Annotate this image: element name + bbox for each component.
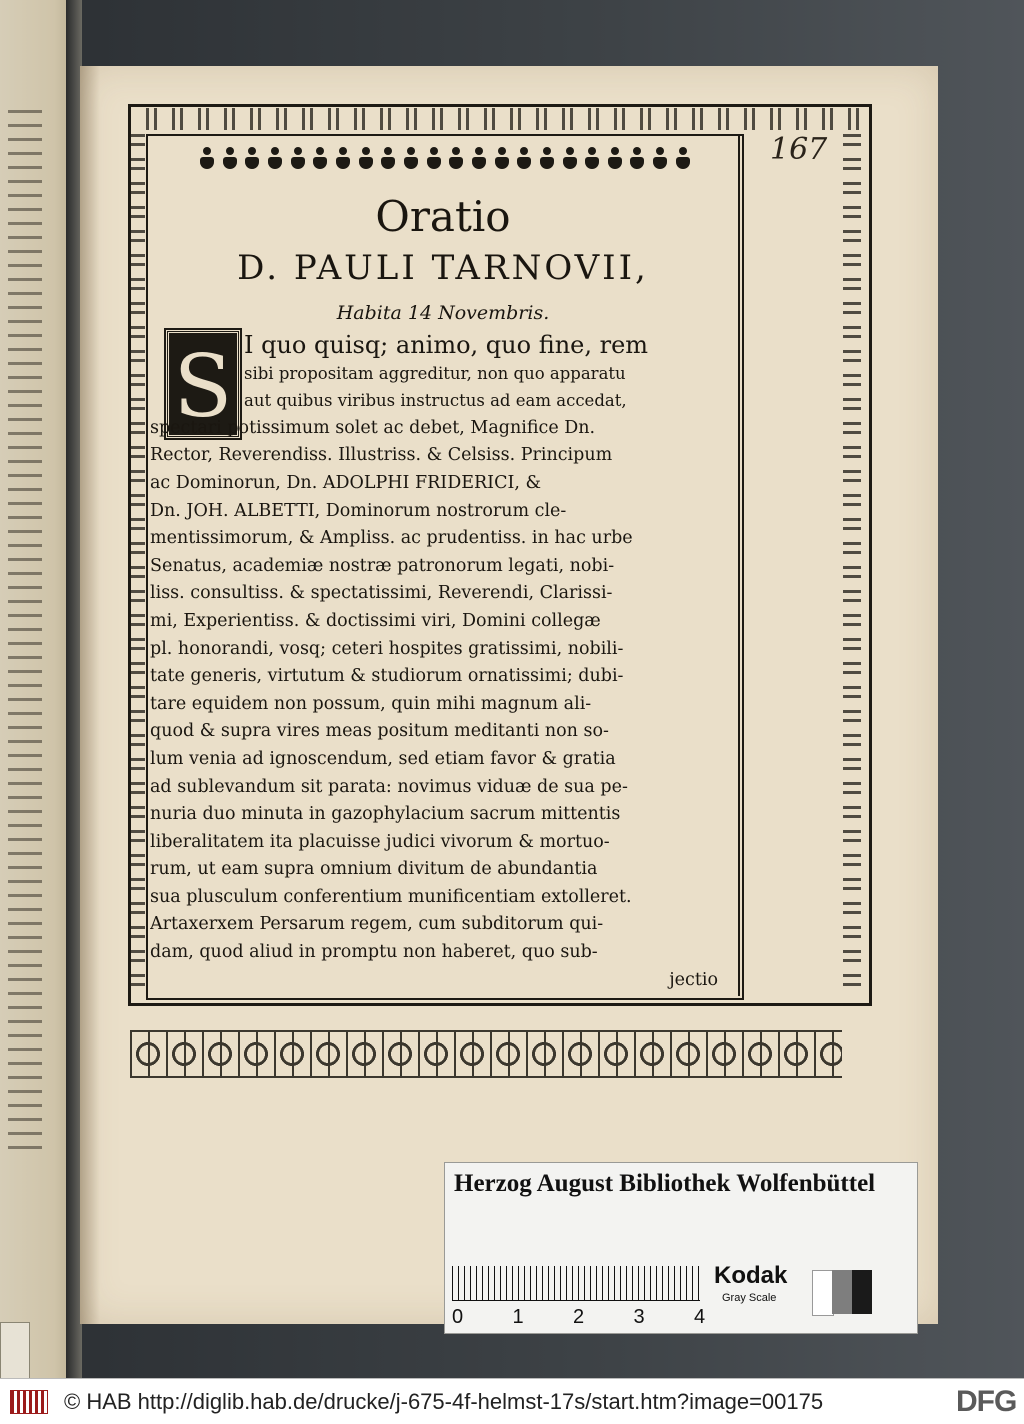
- text-line: sua plusculum conferentium munificentiam extolleret.: [150, 886, 632, 907]
- source-url-link[interactable]: © HAB http://diglib.hab.de/drucke/j-675-4f-helmst-17s/start.htm?image=00175: [64, 1389, 824, 1414]
- oration-body: [150, 332, 738, 994]
- text-line: lum venia ad ignoscendum, sed etiam favor & gratia: [150, 748, 616, 769]
- text-line: liss. consultiss. & spectatissimi, Reverendi, Clarissi-: [150, 583, 613, 604]
- fleuron-icon: [517, 147, 531, 171]
- text-line: ac Dominorun, Dn. ADOLPHI FRIDERICI, &: [150, 472, 542, 493]
- ornament-chain-left: [131, 134, 145, 996]
- fleuron-icon: [563, 147, 577, 171]
- fleuron-icon: [449, 147, 463, 171]
- kodak-brand: Kodak: [714, 1262, 788, 1289]
- ruler-number: 1: [512, 1306, 524, 1328]
- ruler-number: 0: [452, 1306, 464, 1328]
- text-line: rum, ut eam supra omnium divitum de abundantia: [150, 859, 598, 880]
- catchword: jectio: [669, 969, 718, 990]
- fleuron-icon: [313, 147, 327, 171]
- facing-page-text-strip: [8, 110, 42, 1160]
- ornament-chain-top: [146, 108, 860, 130]
- oration-author: D. PAULI TARNOVII,: [237, 248, 649, 288]
- fleuron-icon: [404, 147, 418, 171]
- ruler-number: 2: [573, 1306, 585, 1328]
- fleuron-icon: [540, 147, 554, 171]
- text-line: sibi propositam aggreditur, non quo apparatu: [244, 363, 626, 383]
- fleuron-icon: [676, 147, 690, 171]
- page-gutter-shadow: [80, 66, 100, 1324]
- fleuron-icon: [608, 147, 622, 171]
- fleuron-icon: [245, 147, 259, 171]
- hab-logo-icon[interactable]: [10, 1390, 48, 1414]
- fleuron-icon: [585, 147, 599, 171]
- fleuron-icon: [200, 147, 214, 171]
- fleuron-icon: [653, 147, 667, 171]
- text-line: pl. honorandi, vosq; ceteri hospites gratissimi, nobili-: [150, 638, 624, 659]
- text-line: Senatus, academiæ nostræ patronorum legati, nobi-: [150, 555, 615, 576]
- text-line: tate generis, virtutum & studiorum ornatissimi; dubi-: [150, 666, 624, 687]
- text-line: mi, Experientiss. & doctissimi viri, Domini collegæ: [150, 610, 601, 631]
- text-line: Rector, Reverendiss. Illustriss. & Celsiss. Principum: [150, 445, 613, 466]
- oration-date: Habita 14 Novembris.: [336, 302, 550, 324]
- text-line: tare equidem non possum, quin mihi magnum ali-: [150, 693, 592, 714]
- text-line: liberalitatem ita placuisse judici vivorum & mortuo-: [150, 831, 610, 852]
- scale-ruler: [452, 1266, 700, 1301]
- fleuron-icon: [427, 147, 441, 171]
- ruler-number: 3: [633, 1306, 645, 1328]
- oration-title: Oratio: [375, 192, 511, 241]
- text-line: ad sublevandum sit parata: novimus viduæ de sua pe-: [150, 776, 628, 797]
- ornament-chain-right: [843, 134, 861, 996]
- text-line: Artaxerxem Persarum regem, cum subditorum qui-: [150, 914, 604, 935]
- text-line: quod & supra vires meas positum meditanti non so-: [150, 721, 609, 742]
- library-name: Herzog August Bibliothek Wolfenbüttel: [454, 1170, 876, 1197]
- fleuron-icon: [336, 147, 350, 171]
- tailpiece-ornament-band: [130, 1030, 842, 1078]
- ruler-number: 4: [694, 1306, 706, 1328]
- text-line: aut quibus viribus instructus ad eam accedat,: [244, 391, 627, 411]
- text-line: Dn. JOH. ALBETTI, Dominorum nostrorum cle-: [150, 500, 567, 521]
- text-line: mentissimorum, & Ampliss. ac prudentiss. in hac urbe: [150, 528, 633, 549]
- facing-page-label-tab: [0, 1322, 30, 1380]
- fleuron-icon: [291, 147, 305, 171]
- dfg-logo[interactable]: DFG: [952, 1385, 1016, 1419]
- scale-ruler-numbers: [452, 1306, 712, 1329]
- text-line: nuria duo minuta in gazophylacium sacrum mittentis: [150, 804, 621, 825]
- text-line: dam, quod aliud in promptu non haberet, quo sub-: [150, 942, 598, 963]
- gray-scale-label: Gray Scale: [722, 1292, 777, 1304]
- fleuron-icon: [381, 147, 395, 171]
- headpiece-ornament-row: [200, 146, 690, 172]
- fleuron-icon: [359, 147, 373, 171]
- text-line: spectari potissimum solet ac debet, Magnifice Dn.: [150, 417, 596, 438]
- fleuron-icon: [630, 147, 644, 171]
- gray-swatch-mid: [832, 1270, 852, 1314]
- page-number: 167: [770, 132, 828, 167]
- gray-swatch-black: [852, 1270, 872, 1314]
- drop-cap-initial: S: [166, 330, 240, 438]
- gray-swatch-white: [812, 1270, 834, 1316]
- fleuron-icon: [268, 147, 282, 171]
- text-line: I quo quisq; animo, quo fine, rem: [244, 332, 649, 359]
- fleuron-icon: [495, 147, 509, 171]
- fleuron-icon: [223, 147, 237, 171]
- fleuron-icon: [472, 147, 486, 171]
